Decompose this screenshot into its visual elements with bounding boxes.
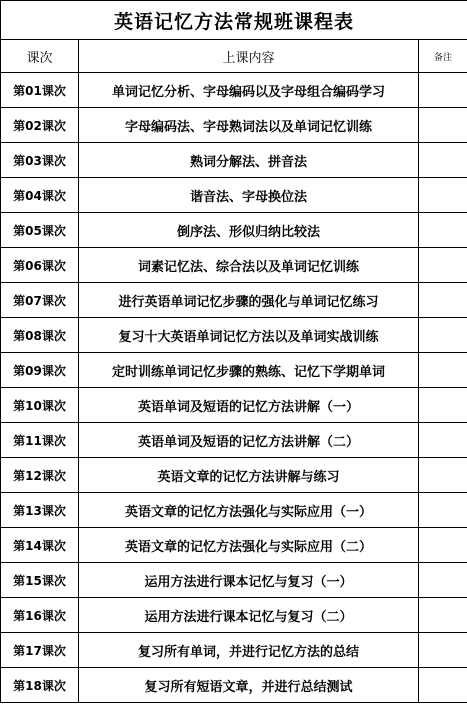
lesson-number-cell: 第02课次	[1, 108, 79, 143]
lesson-note-cell	[419, 143, 467, 178]
lesson-note-cell	[419, 178, 467, 213]
lesson-note-cell	[419, 73, 467, 108]
lesson-number-cell: 第09课次	[1, 353, 79, 388]
table-row	[1, 458, 467, 493]
lesson-content-cell: 字母编码法、字母熟词法以及单词记忆训练	[79, 108, 419, 143]
table-row	[1, 423, 467, 458]
lesson-number-cell: 第15课次	[1, 563, 79, 598]
lesson-number-cell: 第01课次	[1, 73, 79, 108]
lesson-number-cell: 第12课次	[1, 458, 79, 493]
table-row	[1, 528, 467, 563]
lesson-content-cell: 复习十大英语单词记忆方法以及单词实战训练	[79, 318, 419, 353]
lesson-number-cell: 第17课次	[1, 633, 79, 668]
table-row	[1, 143, 467, 178]
lesson-note-cell	[419, 493, 467, 528]
lesson-number-cell: 第03课次	[1, 143, 79, 178]
lesson-note-cell	[419, 248, 467, 283]
table-row	[1, 633, 467, 668]
lesson-note-cell	[419, 668, 467, 703]
lesson-number-cell: 第08课次	[1, 318, 79, 353]
table-row	[1, 73, 467, 108]
lesson-note-cell	[419, 633, 467, 668]
lesson-content-cell: 单词记忆分析、字母编码以及字母组合编码学习	[79, 73, 419, 108]
lesson-note-cell	[419, 213, 467, 248]
lesson-content-cell: 英语单词及短语的记忆方法讲解（二）	[79, 423, 419, 458]
lesson-content-cell: 复习所有短语文章，并进行总结测试	[79, 668, 419, 703]
table-row	[1, 388, 467, 423]
lesson-number-cell: 第14课次	[1, 528, 79, 563]
header-row	[1, 40, 467, 73]
lesson-content-cell: 英语单词及短语的记忆方法讲解（一）	[79, 388, 419, 423]
lesson-number-cell: 第13课次	[1, 493, 79, 528]
header-lesson: 课次	[1, 40, 79, 73]
lesson-content-cell: 谐音法、字母换位法	[79, 178, 419, 213]
lesson-note-cell	[419, 528, 467, 563]
table-row	[1, 108, 467, 143]
table-row	[1, 213, 467, 248]
lesson-content-cell: 运用方法进行课本记忆与复习（一）	[79, 563, 419, 598]
table-row	[1, 563, 467, 598]
lesson-content-cell: 英语文章的记忆方法讲解与练习	[79, 458, 419, 493]
table-row	[1, 668, 467, 703]
lesson-content-cell: 英语文章的记忆方法强化与实际应用（二）	[79, 528, 419, 563]
lesson-note-cell	[419, 598, 467, 633]
lesson-note-cell	[419, 563, 467, 598]
table-row	[1, 248, 467, 283]
lesson-number-cell: 第10课次	[1, 388, 79, 423]
lesson-number-cell: 第05课次	[1, 213, 79, 248]
lesson-note-cell	[419, 283, 467, 318]
title-row	[1, 1, 467, 40]
lesson-number-cell: 第07课次	[1, 283, 79, 318]
header-note: 备注	[419, 40, 467, 73]
table-row	[1, 178, 467, 213]
lesson-content-cell: 复习所有单词，并进行记忆方法的总结	[79, 633, 419, 668]
table-row	[1, 598, 467, 633]
page-title: 英语记忆方法常规班课程表	[1, 1, 467, 40]
lesson-content-cell: 词素记忆法、综合法以及单词记忆训练	[79, 248, 419, 283]
table-row	[1, 318, 467, 353]
table-row	[1, 493, 467, 528]
lesson-note-cell	[419, 353, 467, 388]
lesson-content-cell: 定时训练单词记忆步骤的熟练、记忆下学期单词	[79, 353, 419, 388]
lesson-number-cell: 第11课次	[1, 423, 79, 458]
lesson-content-cell: 英语文章的记忆方法强化与实际应用（一）	[79, 493, 419, 528]
table-row	[1, 283, 467, 318]
lesson-number-cell: 第16课次	[1, 598, 79, 633]
lesson-note-cell	[419, 423, 467, 458]
lesson-note-cell	[419, 458, 467, 493]
lesson-content-cell: 熟词分解法、拼音法	[79, 143, 419, 178]
header-content: 上课内容	[79, 40, 419, 73]
lesson-number-cell: 第06课次	[1, 248, 79, 283]
lesson-note-cell	[419, 388, 467, 423]
table-row	[1, 353, 467, 388]
lesson-content-cell: 进行英语单词记忆步骤的强化与单词记忆练习	[79, 283, 419, 318]
lesson-note-cell	[419, 318, 467, 353]
lesson-content-cell: 运用方法进行课本记忆与复习（二）	[79, 598, 419, 633]
lesson-content-cell: 倒序法、形似归纳比较法	[79, 213, 419, 248]
lesson-number-cell: 第18课次	[1, 668, 79, 703]
lesson-note-cell	[419, 108, 467, 143]
lesson-number-cell: 第04课次	[1, 178, 79, 213]
